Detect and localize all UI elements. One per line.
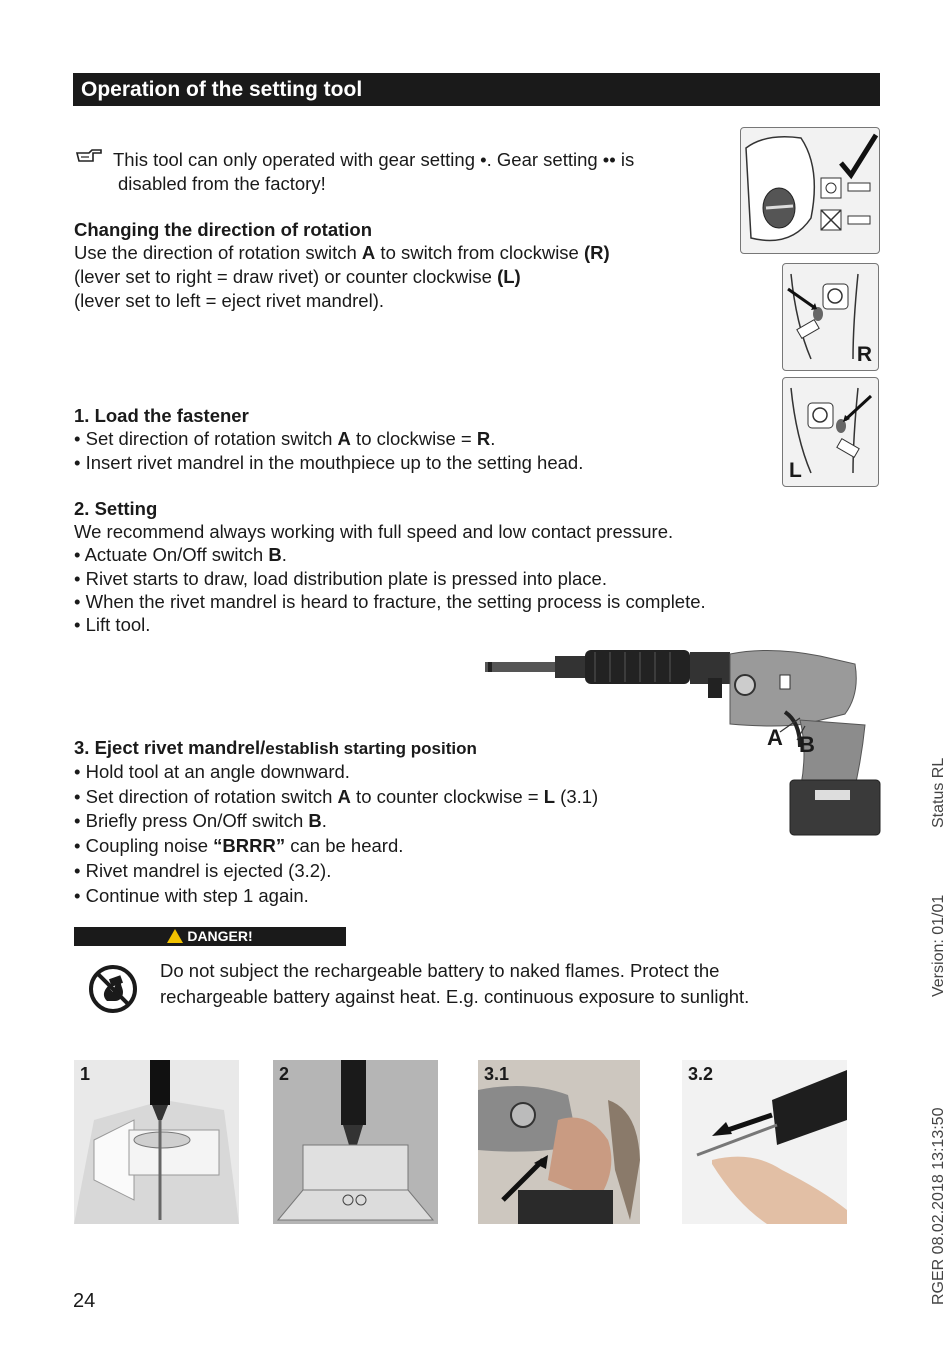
page-number: 24 xyxy=(73,1290,96,1312)
step3-bullet-3: • Briefly press On/Off switch B. xyxy=(74,810,327,831)
switch-a-label: A xyxy=(767,725,783,750)
step1-bullet-1: • Set direction of rotation switch A to clockwise = R. xyxy=(74,428,496,449)
photo-step-3-2 xyxy=(682,1060,847,1224)
switch-b-label: B xyxy=(799,732,815,757)
switch-r-label: R xyxy=(856,343,872,366)
danger-line-1: Do not subject the rechargeable battery to naked flames. Protect the xyxy=(160,960,720,981)
section-title: Operation of the setting tool xyxy=(73,73,880,106)
step2-bullet-2: • Rivet starts to draw, load distribution plate is pressed into place. xyxy=(74,568,607,589)
side-stamp: RGER 08.02.2018 13:13:50 xyxy=(930,1107,947,1305)
step3-bullet-1: • Hold tool at an angle downward. xyxy=(74,761,350,782)
rotation-line-2: (lever set to right = draw rivet) or counter clockwise (L) xyxy=(74,266,521,287)
step1-bullet-2: • Insert rivet mandrel in the mouthpiece up to the setting head. xyxy=(74,452,584,473)
side-status: Status RL xyxy=(930,757,947,828)
rotation-heading: Changing the direction of rotation xyxy=(74,219,373,240)
step2-bullet-3: • When the rivet mandrel is heard to fracture, the setting process is complete. xyxy=(74,591,706,612)
step3-heading: 3. Eject rivet mandrel/establish starting position xyxy=(74,737,477,758)
photo-step-2 xyxy=(273,1060,438,1224)
rivet-tool-illustration xyxy=(480,640,885,845)
photo-step-1 xyxy=(74,1060,239,1224)
gear-setting-figure xyxy=(740,127,880,254)
step3-bullet-5: • Rivet mandrel is ejected (3.2). xyxy=(74,860,332,881)
step2-heading: 2. Setting xyxy=(74,498,158,519)
danger-banner: DANGER! xyxy=(74,927,346,946)
switch-r-figure xyxy=(782,263,879,371)
rotation-line-3: (lever set to left = eject rivet mandrel). xyxy=(74,290,384,311)
step1-heading: 1. Load the fastener xyxy=(74,405,249,426)
step3-bullet-2: • Set direction of rotation switch A to counter clockwise = L (3.1) xyxy=(74,786,599,807)
photo-label-3-1: 3.1 xyxy=(484,1064,510,1084)
rotation-line-1: Use the direction of rotation switch A to switch from clockwise (R) xyxy=(74,242,610,263)
step3-bullet-4: • Coupling noise “BRRR” can be heard. xyxy=(74,835,404,856)
photo-step-3-1 xyxy=(478,1060,640,1224)
photo-label-1: 1 xyxy=(80,1064,91,1084)
photo-label-3-2: 3.2 xyxy=(688,1064,714,1084)
pointing-hand-icon xyxy=(75,147,105,165)
danger-line-2: rechargeable battery against heat. E.g. continuous exposure to sunlight. xyxy=(160,986,750,1007)
step3-bullet-6: • Continue with step 1 again. xyxy=(74,885,309,906)
step2-bullet-4: • Lift tool. xyxy=(74,614,151,635)
switch-l-label: L xyxy=(789,459,802,482)
photo-label-2: 2 xyxy=(279,1064,290,1084)
switch-l-figure xyxy=(782,377,879,487)
note-line-1: This tool can only operated with gear setting •. Gear setting •• is xyxy=(113,149,635,170)
side-version: Version: 01/01 xyxy=(930,894,947,997)
no-fire-icon xyxy=(87,963,139,1015)
step2-bullet-1: • Actuate On/Off switch B. xyxy=(74,544,287,565)
note-line-2: disabled from the factory! xyxy=(118,173,326,194)
step2-intro: We recommend always working with full speed and low contact pressure. xyxy=(74,521,674,542)
checkmark-icon xyxy=(841,135,876,175)
warning-triangle-icon xyxy=(167,929,183,943)
